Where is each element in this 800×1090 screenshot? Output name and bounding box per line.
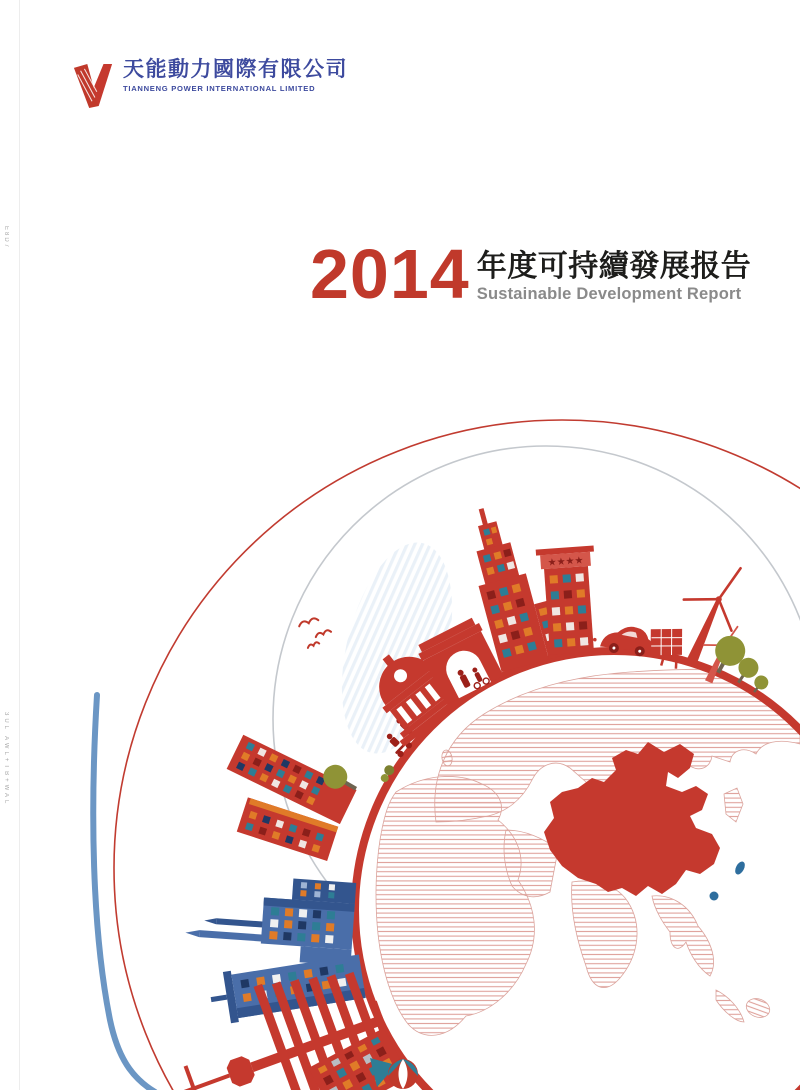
spine-mark-bottom: 3UL AWL+TB+WAL — [3, 712, 9, 807]
birds-icon — [298, 615, 333, 648]
blue-arc — [93, 695, 155, 1090]
company-name-en: TIANNENG POWER INTERNATIONAL LIMITED — [123, 84, 316, 94]
hotel-stars: ★★★★ — [547, 555, 584, 569]
report-year: 2014 — [310, 235, 470, 313]
blue-towers-upper — [184, 871, 356, 965]
company-name-zh: 天能動力國際有限公司 — [123, 58, 348, 81]
hainan-map — [710, 892, 719, 901]
hot-air-balloon-icon — [370, 1058, 418, 1089]
report-title-en: Sustainable Development Report — [476, 285, 742, 303]
report-title-zh: 年度可持續發展报告 — [476, 250, 752, 283]
spine-mark-top: E8D7 — [3, 226, 9, 250]
